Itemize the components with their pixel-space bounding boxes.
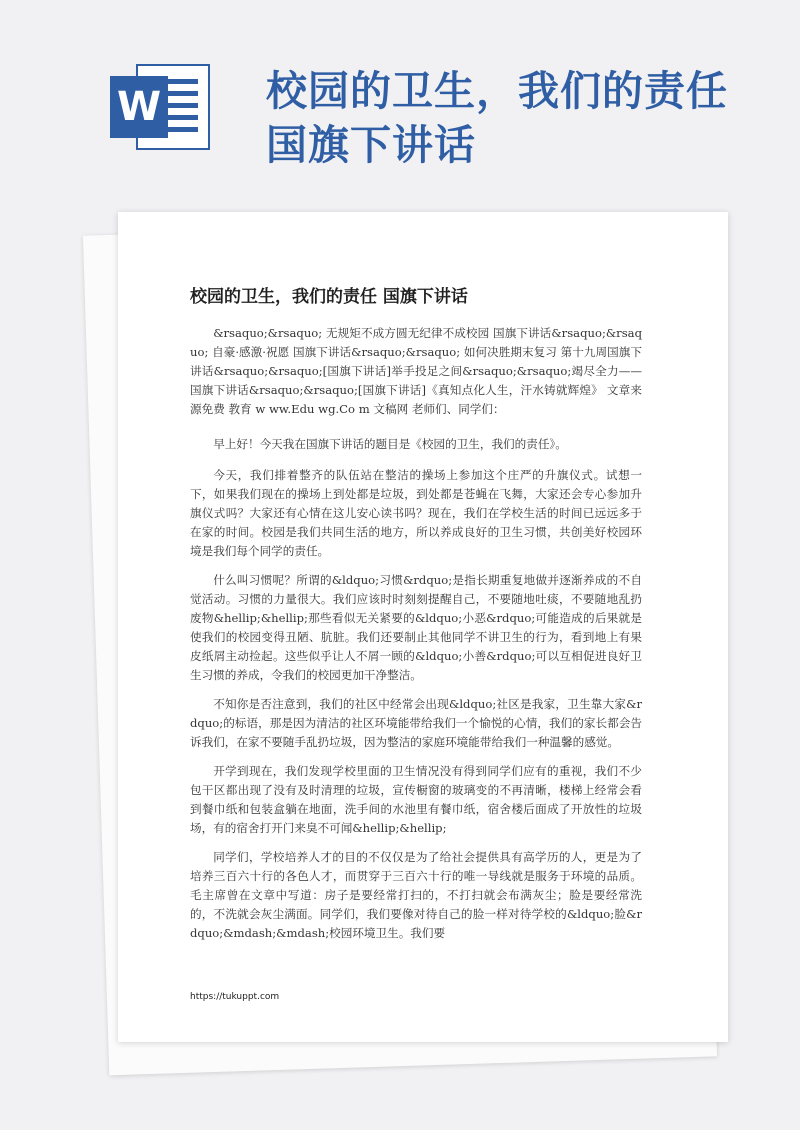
paragraph: 什么叫习惯呢？所谓的&ldquo;习惯&rdquo;是指长期重复地做并逐渐养成的不自觉活动。习惯的力量很大。我们应该时时刻刻提醒自己，不要随地吐痰，不要随地乱扔废物&hellip;&hellip;那些看似无关紧要的&ldquo;小恶&rdquo;可能造成的后果就是使我们的校园变得丑陋、肮脏。我们还要制止其他同学不讲卫生的行为，看到地上有果皮纸屑主动捡起。这些似乎让人不屑一顾的&ldquo;小善&rdquo;可以互相促进良好卫生习惯的养成，令我们的校园更加干净整洁。 bbox=[190, 573, 642, 682]
paragraph: 今天，我们排着整齐的队伍站在整洁的操场上参加这个庄严的升旗仪式。试想一下，如果我们现在的操场上到处都是垃圾，到处都是苍蝇在飞舞，大家还会专心参加升旗仪式吗？大家还有心情在这儿安心读书吗？现在，我们在学校生活的时间已远远多于在家的时间。校园是我们共同生活的地方，所以养成良好的卫生习惯，共创美好校园环境是我们每个同学的责任。 bbox=[190, 468, 642, 558]
icon-line bbox=[166, 91, 198, 96]
document-title: 校园的卫生，我们的责任国旗下讲话 bbox=[266, 67, 728, 169]
page-heading: 校园的卫生，我们的责任 国旗下讲话 bbox=[190, 287, 468, 307]
document-page bbox=[118, 212, 728, 1042]
icon-line bbox=[166, 103, 198, 108]
paragraph-intro: &rsaquo;&rsaquo; 无规矩不成方圆无纪律不成校园 国旗下讲话&rsaquo;&rsaquo; 自豪·感激·祝愿 国旗下讲话&rsaquo;&rsaquo; 如何决胜期末复习 第十九周国旗下讲话&rsaquo;&rsaquo;[国旗下讲话]举手投足之间&rsaquo;&rsaquo;竭尽全力——国旗下讲话&rsaquo;&rsaquo;[国旗下讲话]《真知点化人生，汗水铸就辉煌》 文章来源免费 教育 w ww.Edu wg.Co m 文稿网 老师们、同学们： bbox=[190, 326, 642, 416]
footer-url: https://tukuppt.com bbox=[190, 992, 280, 1002]
word-document-icon bbox=[110, 64, 210, 150]
icon-line bbox=[166, 127, 198, 132]
paragraph: 不知你是否注意到，我们的社区中经常会出现&ldquo;社区是我家，卫生靠大家&rdquo;的标语，那是因为清洁的社区环境能带给我们一个愉悦的心情，我们的家长都会告诉我们，在家不要随手乱扔垃圾，因为整洁的家庭环境能带给我们一种温馨的感觉。 bbox=[190, 697, 642, 749]
paragraph: 同学们，学校培养人才的目的不仅仅是为了给社会提供具有高学历的人，更是为了培养三百六十行的各色人才，而贯穿于三百六十行的唯一导线就是服务于环境的品质。毛主席曾在文章中写道：房子是要经常打扫的，不打扫就会布满灰尘；脸是要经常洗的，不洗就会灰尘满面。同学们，我们要像对待自己的脸一样对待学校的&ldquo;脸&rdquo;&mdash;&mdash;校园环境卫生。我们要 bbox=[190, 850, 642, 940]
icon-line bbox=[166, 115, 198, 120]
icon-line bbox=[166, 79, 198, 84]
paragraph-greeting: 早上好！今天我在国旗下讲话的题目是《校园的卫生，我们的责任》。 bbox=[213, 437, 567, 451]
paragraph: 开学到现在，我们发现学校里面的卫生情况没有得到同学们应有的重视，我们不少包干区都出现了没有及时清理的垃圾，宣传橱窗的玻璃变的不再清晰，楼梯上经常会看到餐巾纸和包装盒躺在地面，洗手间的水池里有餐巾纸，宿舍楼后面成了开放性的垃圾场，有的宿舍打开门来臭不可闻&hellip;&hellip; bbox=[190, 764, 642, 835]
word-letter-badge: W bbox=[110, 76, 168, 138]
document-body bbox=[190, 324, 642, 953]
